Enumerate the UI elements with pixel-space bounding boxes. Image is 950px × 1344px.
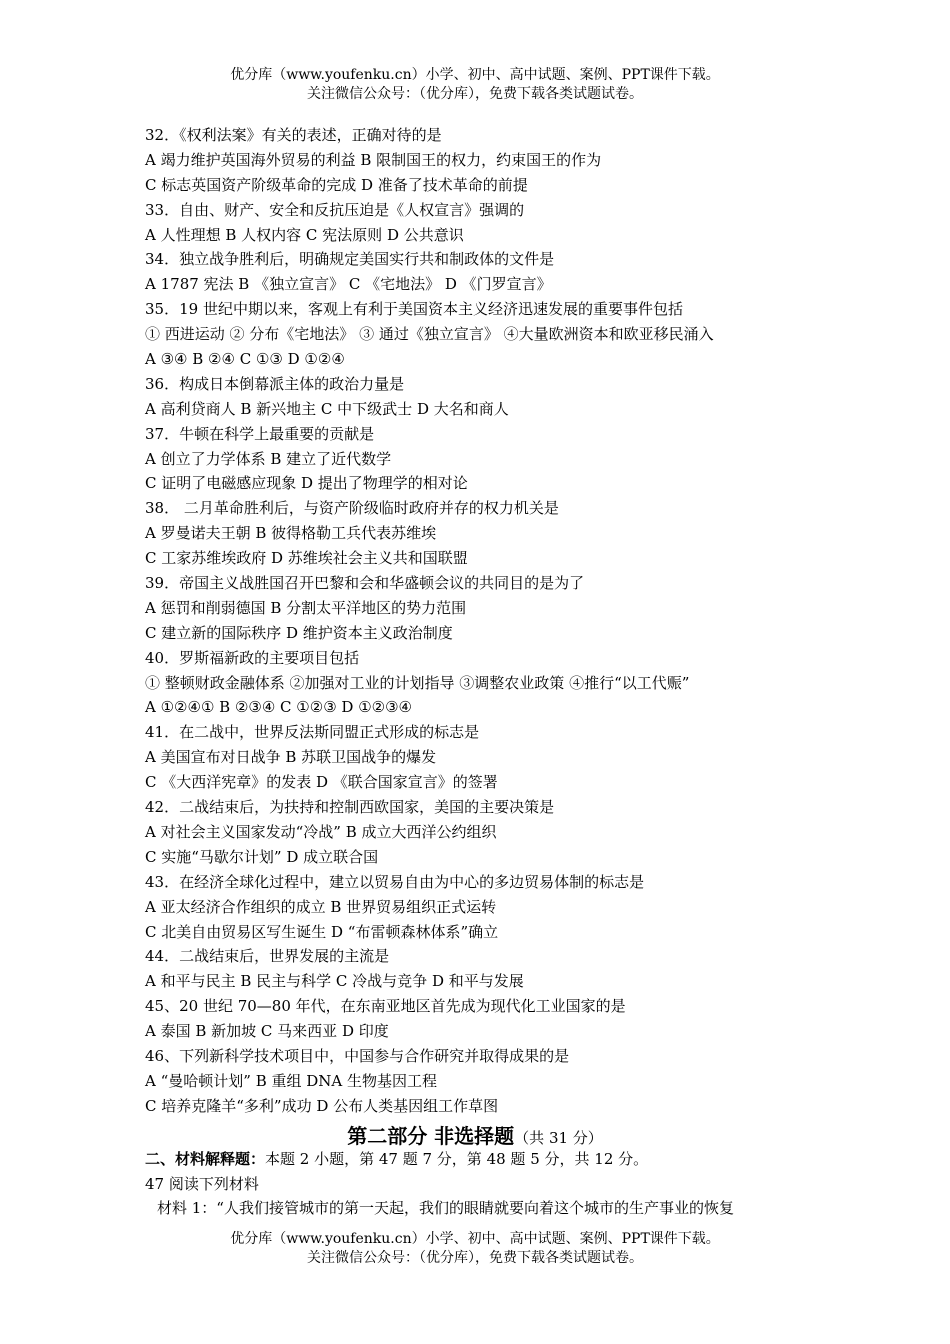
question-line: A 创立了力学体系 B 建立了近代数学 — [145, 449, 392, 468]
question-line: ① 整顿财政金融体系 ②加强对工业的计划指导 ③调整农业政策 ④推行“以工代赈” — [145, 673, 690, 692]
part-two — [145, 1147, 825, 1221]
question-line: 32．《权利法案》有关的表述，正确对待的是 — [145, 126, 442, 144]
question-line: A 人性理想 B 人权内容 C 宪法原则 D 公共意识 — [145, 225, 464, 244]
section-title-main: 第二部分 非选择题 — [347, 1124, 515, 1148]
question-line: C 建立新的国际秩序 D 维护资本主义政治制度 — [145, 623, 453, 642]
question-line: A “曼哈顿计划” B 重组 DNA 生物基因工程 — [145, 1071, 438, 1090]
question-line: 37．牛顿在科学上最重要的贡献是 — [145, 424, 375, 443]
question-line: C 工家苏维埃政府 D 苏维埃社会主义共和国联盟 — [145, 549, 468, 568]
page-footer — [0, 1230, 950, 1268]
material-1-text: 材料 1：“人我们接管城市的第一天起，我们的眼睛就要向着这个城市的生产事业的恢复 — [157, 1199, 734, 1217]
page-header — [0, 66, 950, 104]
question-line: C 实施“马歇尔计划” D 成立联合国 — [145, 847, 379, 866]
question-line: 39．帝国主义战胜国召开巴黎和会和华盛顿会议的共同目的是为了 — [145, 574, 585, 593]
question-line: C 《大西洋宪章》的发表 D 《联合国家宣言》的签署 — [145, 773, 498, 792]
header-line-1: 优分库（www.youfenku.cn）小学、初中、高中试题、案例、PPT课件下载。 — [230, 67, 720, 83]
question-line: C 证明了电磁感应现象 D 提出了物理学的相对论 — [145, 474, 468, 493]
question-line: A 和平与民主 B 民主与科学 C 冷战与竞争 D 和平与发展 — [145, 972, 524, 991]
question-line: 44．二战结束后，世界发展的主流是 — [145, 947, 390, 966]
question-line: A ①②④① B ②③④ C ①②③ D ①②③④ — [145, 698, 412, 717]
question-line: A 竭力维护英国海外贸易的利益 B 限制国王的权力，约束国王的作为 — [145, 150, 602, 169]
question-line: C 标志英国资产阶级革命的完成 D 准备了技术革命的前提 — [145, 175, 528, 194]
footer-line-2: 关注微信公众号：（优分库），免费下载各类试题试卷。 — [307, 1250, 643, 1266]
question-line: A 高利贷商人 B 新兴地主 C 中下级武士 D 大名和商人 — [145, 399, 509, 418]
part-two-heading-label: 二、材料解释题： — [145, 1150, 266, 1168]
question-line: 33．自由、财产、安全和反抗压迫是《人权宣言》强调的 — [145, 200, 525, 219]
question-line: A ③④ B ②④ C ①③ D ①②④ — [145, 350, 345, 369]
question-line: 46、下列新科学技术项目中，中国参与合作研究并取得成果的是 — [145, 1046, 570, 1065]
question-line: ① 西进运动 ② 分布《宅地法》 ③ 通过《独立宣言》 ④大量欧洲资本和欧亚移民涌入 — [145, 325, 714, 344]
question-line: A 罗曼诺夫王朝 B 彼得格勒工兵代表苏维埃 — [145, 524, 437, 543]
question-line: C 培养克隆羊“多利”成功 D 公布人类基因组工作草图 — [145, 1096, 499, 1115]
question-line: A 美国宣布对日战争 B 苏联卫国战争的爆发 — [145, 748, 437, 767]
question-line: 42．二战结束后，为扶持和控制西欧国家，美国的主要决策是 — [145, 798, 555, 817]
question-line: 40．罗斯福新政的主要项目包括 — [145, 648, 360, 667]
part-two-heading-detail: 本题 2 小题，第 47 题 7 分，第 48 题 5 分，共 12 分。 — [265, 1150, 649, 1168]
question-line: A 对社会主义国家发动“冷战” B 成立大西洋公约组织 — [145, 822, 497, 841]
question-line: A 惩罚和削弱德国 B 分割太平洋地区的势力范围 — [145, 598, 467, 617]
question-line: 34．独立战争胜利后，明确规定美国实行共和制政体的文件是 — [145, 250, 555, 269]
footer-line-1: 优分库（www.youfenku.cn）小学、初中、高中试题、案例、PPT课件下载。 — [230, 1231, 720, 1247]
part-two-heading — [145, 1147, 825, 1172]
question-line: 41．在二战中，世界反法斯同盟正式形成的标志是 — [145, 723, 480, 742]
question-line: A 1787 宪法 B 《独立宣言》 C 《宅地法》 D 《门罗宣言》 — [145, 275, 552, 294]
question-line: C 北美自由贸易区写生诞生 D “布雷顿森林体系”确立 — [145, 922, 499, 941]
question-line: 43．在经济全球化过程中，建立以贸易自由为中心的多边贸易体制的标志是 — [145, 872, 645, 891]
question-line: 35．19 世纪中期以来，客观上有利于美国资本主义经济迅速发展的重要事件包括 — [145, 300, 683, 319]
question-47-prompt: 47 阅读下列材料 — [145, 1174, 259, 1193]
question-list — [145, 123, 825, 1119]
question-line: 45、20 世纪 70—80 年代，在东南亚地区首先成为现代化工业国家的是 — [145, 997, 626, 1016]
question-line: A 亚太经济合作组织的成立 B 世界贸易组织正式运转 — [145, 897, 497, 916]
question-line: 36．构成日本倒幕派主体的政治力量是 — [145, 374, 405, 393]
header-line-2: 关注微信公众号：（优分库），免费下载各类试题试卷。 — [307, 86, 643, 102]
question-line: A 泰国 B 新加坡 C 马来西亚 D 印度 — [145, 1022, 389, 1041]
question-line: 38． 二月革命胜利后，与资产阶级临时政府并存的权力机关是 — [145, 499, 559, 518]
section-title-score: （共 31 分） — [514, 1129, 603, 1147]
